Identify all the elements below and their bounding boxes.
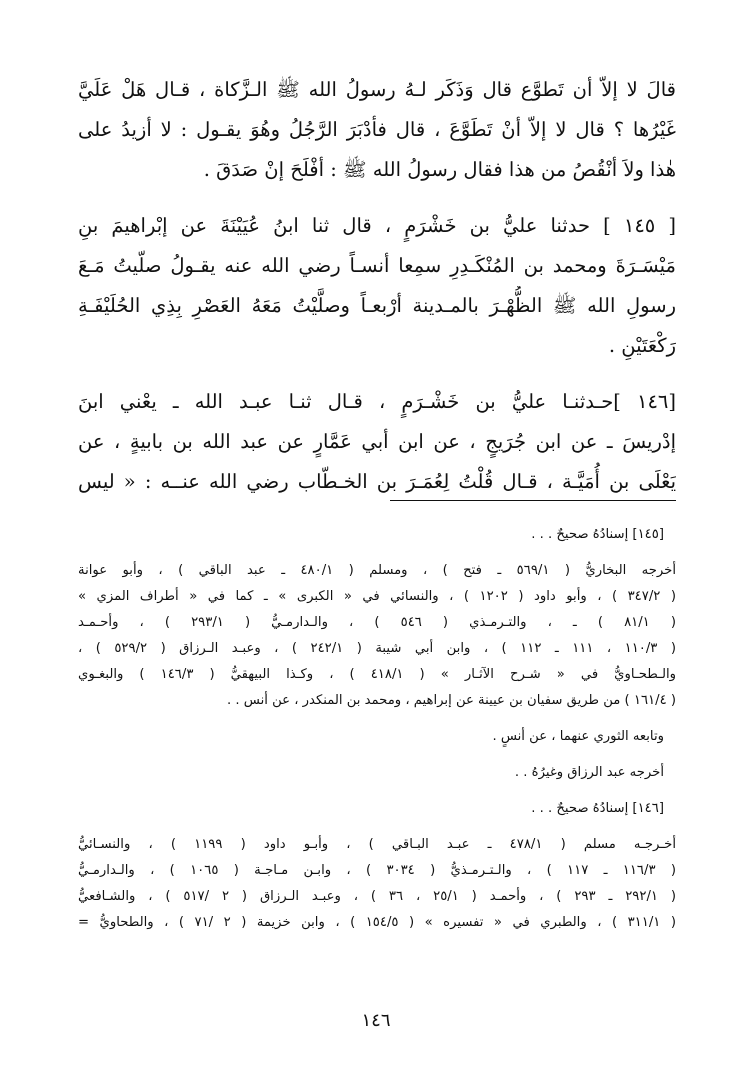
text-line: هٰذا ولاَ أنْقُصُ من هذا فقال رسولُ الله ﷺ : أفْلَحَ إنْ صَدَقَ . xyxy=(203,158,676,181)
footnote-line: ( ٨١/١ ) ـ ، والتـرمـذي ( ٥٤٦ ) ، والـدارمـيُّ ( ٢٩٣/١ ) ، وأحـمـد xyxy=(78,615,676,630)
page-number: ١٤٦ xyxy=(361,1010,391,1031)
footnote-line: أخـرجـه مسلم ( ٤٧٨/١ ـ عبـد البـاقي ) ، وأبـو داود ( ١١٩٩ ) ، والنسـائيُّ xyxy=(78,837,676,852)
footnotes xyxy=(78,522,676,936)
footnote-line: ( ١٦١/٤ ) من طريق سفيان بن عيينة عن إبراهيم ، ومحمد بن المنكدر ، عن أنس . . xyxy=(227,693,676,708)
footnote-line: ( ١١٠/٣ ، ١١١ ـ ١١٢ ) ، وابن أبي شيبة ( ٢٤٢/١ ) ، وعبـد الـرزاق ( ٥٢٩/٢ ) ، xyxy=(78,641,676,656)
footnote-line: ( ٣٤٧/٢ ) ، وأبو داود ( ١٢٠٢ ) ، والنسائي في « الكبرى » ـ كما في « أطراف المزي » xyxy=(78,589,676,604)
footnote-heading-145: [١٤٥] إسنادُهُ صحيحٌ . . . xyxy=(531,527,664,542)
text-line: مَيْسَـرَةَ ومحمد بن المُنْكَـدِرِ سمِعا أنسـاً رضي الله عنه يقـولُ صلّيتُ مَـعَ xyxy=(78,254,676,277)
footnote-line: وتابعه الثوري عنهما ، عن أنسٍ . xyxy=(492,729,664,744)
text-line: رَكْعَتَيْنِ . xyxy=(608,334,676,357)
footnote-line: أخرجه عبد الرزاق وغيرُهُ . . xyxy=(514,765,664,780)
text-line: رسولِ الله ﷺ الظُّهْـرَ بالمـدينة أرْبعـاً وصلَّيْتُ مَعَهُ العَصْرِ بِذِي الحُلَيْفَـةِ xyxy=(78,294,676,317)
hadith-146 xyxy=(78,382,676,502)
text-line: يَعْلَى بن أُمَيَّـة ، قـال قُلْتُ لِعُمَـرَ بن الخـطّاب رضي الله عنــه : « ليس xyxy=(78,470,676,493)
footnote-line: ( ٣١١/١ ) ، والطبري في « تفسيره » ( ١٥٤/٥ ) ، وابن خزيمة ( ٢ /٧١ ) ، والطحاويُّ = xyxy=(78,915,676,930)
text-line: [ ١٤٥ ] حدثنا عليُّ بن خَشْرَمٍ ، قال ثنا ابنُ عُيَيْنَةَ عن إبْراهيمَ بنِ xyxy=(78,214,676,237)
footnote-divider xyxy=(390,500,676,501)
text-line: إدْريسَ ـ عن ابن جُرَيجٍ ، عن ابن أبي عَمَّارٍ عن عبد الله بن بابيةٍ ، عن xyxy=(78,430,676,453)
paragraph-continuation xyxy=(78,70,676,190)
footnote-line: أخرجه البخاريُّ ( ٥٦٩/١ ـ فتح ) ، ومسلم ( ٤٨٠/١ ـ عبد الباقي ) ، وأبو عوانة xyxy=(78,563,676,578)
main-text xyxy=(78,70,676,502)
text-line: غَيْرُها ؟ قال لا إلاّ أنْ تَطَوَّعَ ، قال فأدْبَرَ الرَّجُلُ وهُوَ يقـول : لا أزيدُ على xyxy=(78,118,676,141)
text-line: [١٤٦ ]حـدثنـا عليُّ بن خَشْـرَمٍ ، قـال ثنـا عبـد الله ـ يعْني ابنَ xyxy=(78,390,676,413)
footnote-line: ( ٢٩٢/١ ـ ٢٩٣ ) ، وأحمـد ( ٢٥/١ ، ٣٦ ) ، وعبـد الـرزاق ( ٢ /٥١٧ ) ، والشـافعيُّ xyxy=(78,889,676,904)
footnote-line: ( ١١٦/٣ ـ ١١٧ ) ، والـتـرمـذيُّ ( ٣٠٣٤ ) ، وابـن مـاجـة ( ١٠٦٥ ) ، والـدارمـيُّ xyxy=(78,863,676,878)
footnote-line: والـطحـاويُّ في « شـرح الآثـار » ( ٤١٨/١ ) ، وكـذا البيهقيُّ ( ١٤٦/٣ ) والبغـوي xyxy=(78,667,676,682)
hadith-145 xyxy=(78,206,676,366)
footnote-heading-146: [١٤٦] إسنادُهُ صحيحٌ . . . xyxy=(531,801,664,816)
text-line: قالَ لا إلاّ أن تَطوَّع قال وَذَكَر لـهُ رسولُ الله ﷺ الـزَّكاة ، قـال هَلْ عَلَيَّ xyxy=(78,78,676,101)
